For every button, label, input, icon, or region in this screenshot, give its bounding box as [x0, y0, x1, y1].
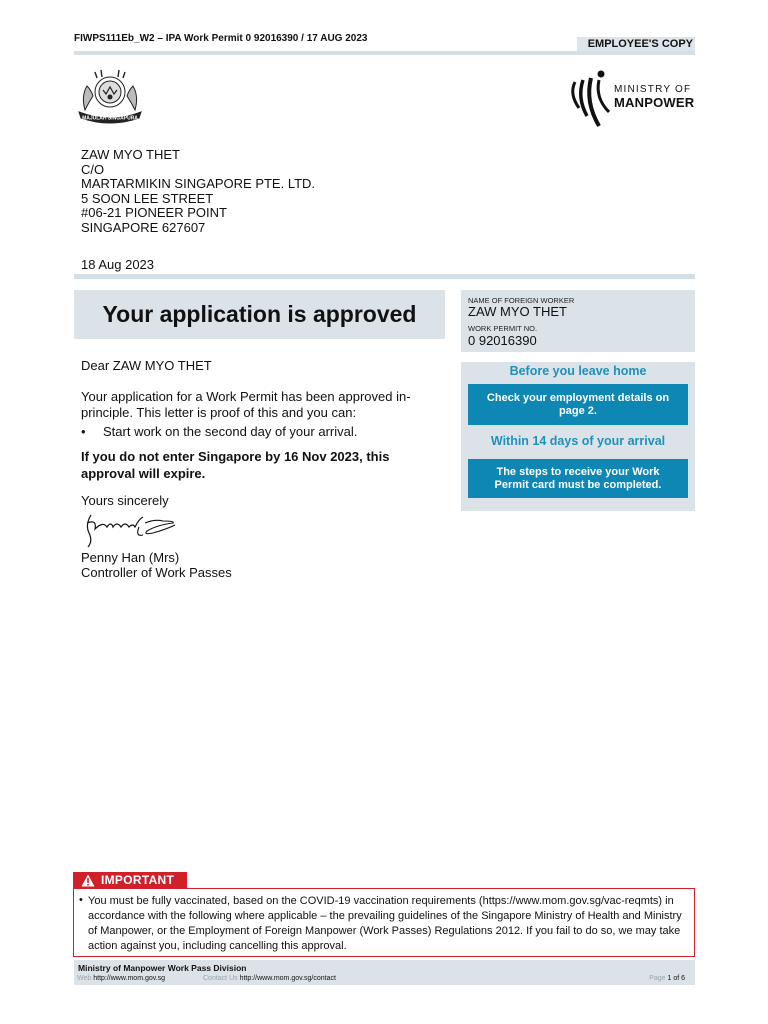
address-line: 5 SOON LEE STREET — [81, 190, 214, 206]
page-number: 1 of 6 — [667, 975, 685, 982]
mom-logo-mark — [565, 68, 613, 132]
important-notice — [73, 888, 695, 957]
top-divider — [74, 51, 695, 55]
important-tag — [73, 872, 187, 889]
copy-tag: EMPLOYEE'S COPY — [577, 37, 695, 51]
check-details-callout: Check your employment details on page 2. — [468, 384, 688, 425]
worker-name-label: NAME OF FOREIGN WORKER — [468, 296, 575, 305]
ministry-of-text: MINISTRY OF — [614, 84, 692, 95]
next-steps-panel — [461, 362, 695, 511]
signature-image — [83, 511, 179, 551]
page-title: Your application is approved — [102, 301, 417, 327]
crest-motto: MAJULAH SINGAPURA — [82, 115, 138, 122]
manpower-text: MANPOWER — [614, 95, 695, 110]
page-footer — [74, 960, 695, 985]
worker-name: ZAW MYO THET — [468, 304, 567, 319]
important-label: IMPORTANT — [101, 873, 175, 887]
page-label: Page — [649, 975, 666, 982]
warning-icon — [81, 874, 95, 887]
address-line: #06-21 PIONEER POINT — [81, 205, 227, 221]
within-14-days-heading: Within 14 days of your arrival — [490, 434, 666, 448]
salutation: Dear ZAW MYO THET — [81, 358, 212, 373]
approval-paragraph: Your application for a Work Permit has been approved in-principle. This letter is proof of this and you can: — [81, 389, 411, 420]
singapore-crest-logo — [73, 66, 147, 126]
address-line: MARTARMIKIN SINGAPORE PTE. LTD. — [81, 176, 316, 192]
document-reference: FIWPS111Eb_W2 – IPA Work Permit 0 92016390 / 17 AUG 2023 — [74, 33, 368, 44]
vaccination-notice: You must be fully vaccinated, based on the COVID-19 vaccination requirements (https://www.mom.gov.sg/vac-reqmts) in accordance with the following where applicable – the prevailing guidelines of the Singapore Ministry of Health and Ministry of Manpower, or the Employment of Foreign Manpower (Work Passes) Regulations 2012. If you fail to do so, we may take action against you, including cancelling this approval. — [88, 895, 682, 952]
receive-card-callout: The steps to receive your Work Permit card must be completed. — [468, 459, 688, 498]
web-label: Web — [77, 975, 92, 982]
bullet-marker: • — [81, 424, 86, 439]
recipient-address — [81, 148, 315, 236]
ministry-of-manpower-logo — [565, 68, 697, 132]
signer-title: Controller of Work Passes — [81, 565, 232, 580]
before-leave-heading: Before you leave home — [509, 364, 647, 378]
address-line: C/O — [81, 161, 105, 177]
permit-number-label: WORK PERMIT NO. — [468, 324, 538, 333]
contact-label: Contact Us — [203, 975, 238, 982]
signer-name: Penny Han (Mrs) — [81, 550, 180, 565]
worker-info-panel — [461, 290, 695, 352]
permit-number: 0 92016390 — [468, 333, 537, 348]
closing: Yours sincerely — [81, 493, 169, 508]
bullet-marker: • — [79, 894, 83, 906]
address-line: ZAW MYO THET — [81, 147, 180, 162]
address-line: SINGAPORE 627607 — [81, 219, 206, 235]
expiry-warning: If you do not enter Singapore by 16 Nov 2023, this approval will expire. — [81, 449, 390, 481]
footer-org: Ministry of Manpower Work Pass Division — [78, 963, 247, 973]
contact-link[interactable]: http://www.mom.gov.sg/contact — [239, 975, 336, 982]
web-link[interactable]: http://www.mom.gov.sg — [93, 975, 166, 982]
letter-date: 18 Aug 2023 — [81, 257, 155, 272]
section-divider — [74, 274, 695, 279]
bullet-item: Start work on the second day of your arrival. — [103, 424, 358, 439]
headline-banner — [74, 290, 445, 339]
